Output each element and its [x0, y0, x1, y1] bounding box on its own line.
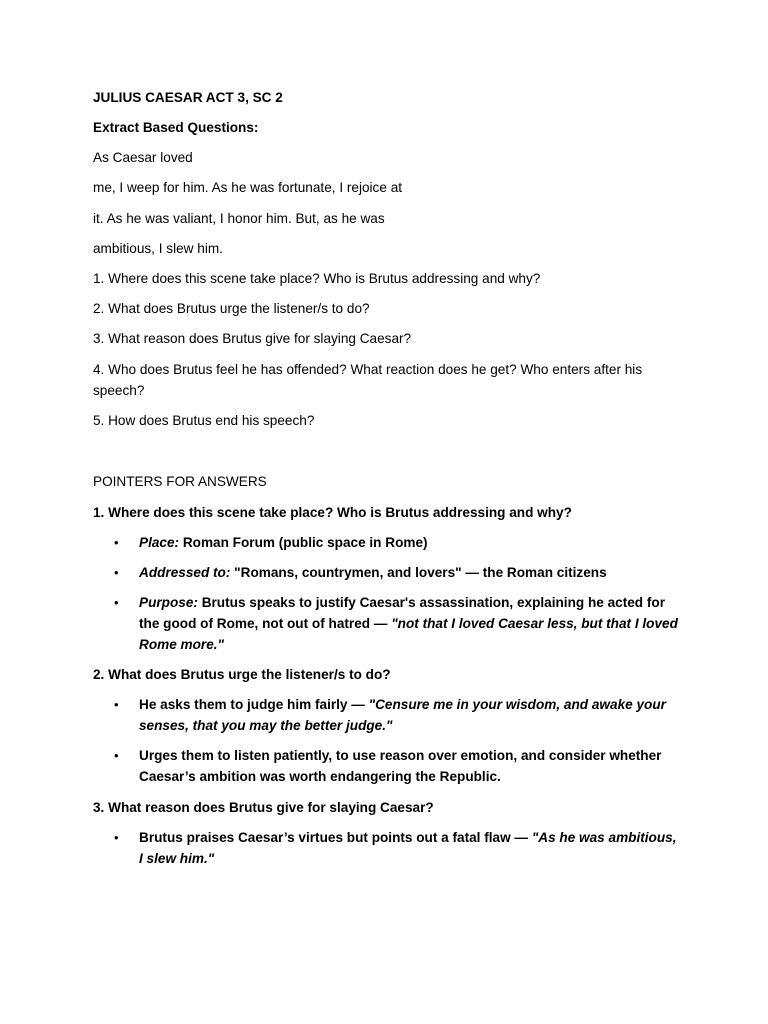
bullet-icon: • — [114, 748, 119, 763]
bullet-icon: • — [114, 565, 119, 580]
bullet-text: "Romans, countrymen, and lovers" — the Roman citizens — [230, 565, 607, 580]
extract-line: me, I weep for him. As he was fortunate, I rejoice at — [93, 180, 403, 195]
bullet-icon: • — [114, 830, 119, 845]
answer-bullet — [139, 562, 684, 583]
answer-bullet — [139, 745, 684, 787]
bullet-label: Addressed to: — [139, 565, 231, 580]
extract-line: As Caesar loved — [93, 150, 193, 165]
bullet-icon: • — [114, 697, 119, 712]
bullet-label: Purpose: — [139, 595, 198, 610]
bullet-icon: • — [114, 595, 119, 610]
document-title: JULIUS CAESAR ACT 3, SC 2 — [93, 90, 283, 105]
answer-bullet — [139, 592, 684, 655]
answer-heading: 3. What reason does Brutus give for slaying Caesar? — [93, 800, 434, 815]
bullet-text: Roman Forum (public space in Rome) — [179, 535, 428, 550]
bullet-text: Urges them to listen patiently, to use reason over emotion, and consider whether Caesar’s ambition was worth endangering the Republic. — [139, 748, 662, 784]
bullet-text: He asks them to judge him fairly — — [139, 697, 369, 712]
answer-heading: 2. What does Brutus urge the listener/s to do? — [93, 667, 391, 682]
bullet-label: Place: — [139, 535, 180, 550]
bullet-icon: • — [114, 535, 119, 550]
question-item: 5. How does Brutus end his speech? — [93, 413, 315, 428]
bullet-text: Brutus speaks to justify Caesar's assassination, explaining he acted for the good of Rome, not out of hatred — — [139, 595, 666, 631]
pointers-heading: POINTERS FOR ANSWERS — [93, 474, 267, 489]
bullet-quote: "Censure me in your wisdom, and awake your senses, that you may the better judge." — [139, 697, 666, 733]
answer-bullet — [139, 827, 684, 869]
section-subtitle: Extract Based Questions: — [93, 120, 259, 135]
answer-heading: 1. Where does this scene take place? Who is Brutus addressing and why? — [93, 505, 572, 520]
answer-bullet — [139, 532, 684, 553]
answer-bullet — [139, 694, 684, 736]
question-item: 2. What does Brutus urge the listener/s to do? — [93, 301, 370, 316]
question-item: 3. What reason does Brutus give for slaying Caesar? — [93, 331, 412, 346]
extract-line: it. As he was valiant, I honor him. But, as he was — [93, 211, 385, 226]
bullet-text: Brutus praises Caesar’s virtues but points out a fatal flaw — — [139, 830, 532, 845]
extract-line: ambitious, I slew him. — [93, 241, 223, 256]
question-item: 4. Who does Brutus feel he has offended? What reaction does he get? Who enters after his speech? — [93, 362, 643, 398]
bullet-quote: "As he was ambitious, I slew him." — [139, 830, 677, 866]
question-item: 1. Where does this scene take place? Who is Brutus addressing and why? — [93, 271, 541, 286]
bullet-quote: "not that I loved Caesar less, but that I loved Rome more." — [139, 616, 678, 652]
